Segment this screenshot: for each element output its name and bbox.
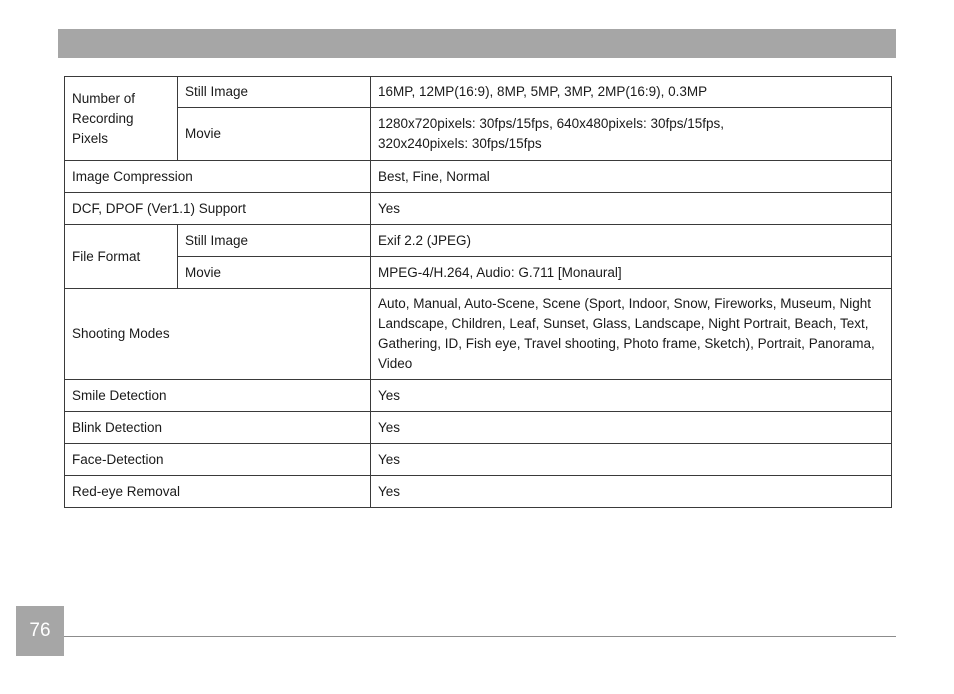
table-row xyxy=(65,476,892,508)
red-eye-removal-label: Red-eye Removal xyxy=(65,476,371,508)
recording-pixels-movie-value xyxy=(371,108,892,161)
table-row xyxy=(65,161,892,193)
red-eye-removal-value: Yes xyxy=(371,476,892,508)
dcf-dpof-value: Yes xyxy=(371,193,892,225)
file-format-movie-value: MPEG-4/H.264, Audio: G.711 [Monaural] xyxy=(371,257,892,289)
table-row xyxy=(65,77,892,108)
blink-detection-value: Yes xyxy=(371,412,892,444)
table-row xyxy=(65,108,892,161)
footer-divider xyxy=(64,636,896,637)
shooting-modes-value: Auto, Manual, Auto-Scene, Scene (Sport, Indoor, Snow, Fireworks, Museum, Night Landscape, Children, Leaf, Sunset, Glass, Landscape, Night Portrait, Beach, Text, Gathering, ID, Fish eye, Travel shooting, Photo frame, Sketch), Portrait, Panorama, Video xyxy=(371,289,892,380)
smile-detection-value: Yes xyxy=(371,380,892,412)
page-number: 76 xyxy=(16,606,64,656)
file-format-label: File Format xyxy=(65,225,178,289)
dcf-dpof-label: DCF, DPOF (Ver1.1) Support xyxy=(65,193,371,225)
recording-pixels-label: Number of Recording Pixels xyxy=(65,77,178,161)
face-detection-value: Yes xyxy=(371,444,892,476)
movie-value-line-1: 1280x720pixels: 30fps/15fps, 640x480pixels: 30fps/15fps, xyxy=(378,116,724,131)
specifications-table xyxy=(64,76,892,508)
table-row xyxy=(65,193,892,225)
file-format-still-value: Exif 2.2 (JPEG) xyxy=(371,225,892,257)
recording-pixels-still-value: 16MP, 12MP(16:9), 8MP, 5MP, 3MP, 2MP(16:9), 0.3MP xyxy=(371,77,892,108)
shooting-modes-label: Shooting Modes xyxy=(65,289,371,380)
recording-pixels-movie-label: Movie xyxy=(178,108,371,161)
smile-detection-label: Smile Detection xyxy=(65,380,371,412)
file-format-movie-label: Movie xyxy=(178,257,371,289)
file-format-still-label: Still Image xyxy=(178,225,371,257)
blink-detection-label: Blink Detection xyxy=(65,412,371,444)
table-row xyxy=(65,257,892,289)
recording-pixels-still-label: Still Image xyxy=(178,77,371,108)
table-row xyxy=(65,225,892,257)
table-row xyxy=(65,444,892,476)
table-row xyxy=(65,380,892,412)
image-compression-value: Best, Fine, Normal xyxy=(371,161,892,193)
image-compression-label: Image Compression xyxy=(65,161,371,193)
movie-value-line-2: 320x240pixels: 30fps/15fps xyxy=(378,136,542,151)
table-row xyxy=(65,289,892,380)
table-row xyxy=(65,412,892,444)
header-bar xyxy=(58,29,896,58)
face-detection-label: Face-Detection xyxy=(65,444,371,476)
